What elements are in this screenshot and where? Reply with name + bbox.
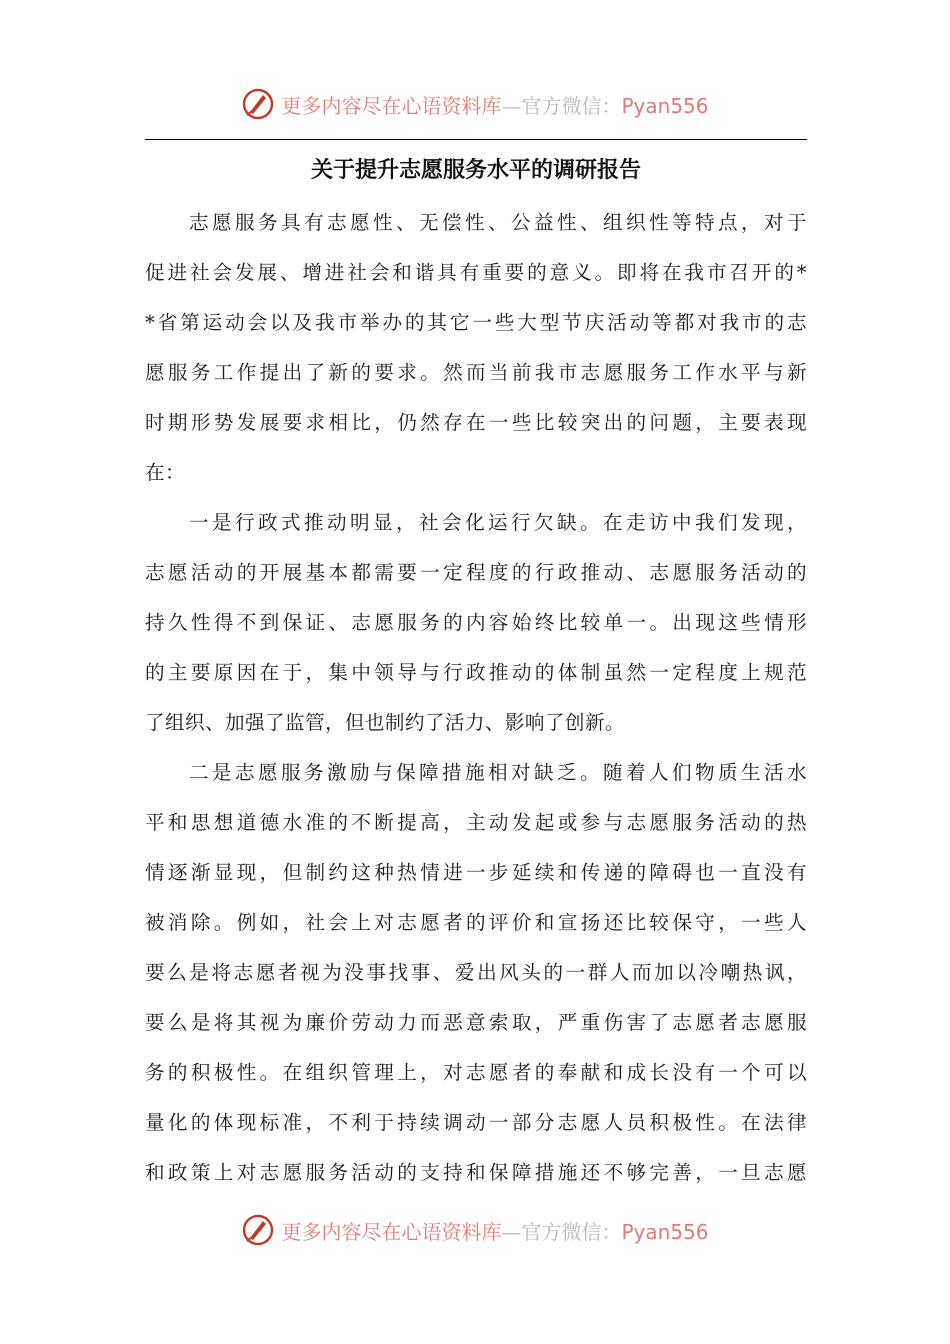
banner-text bbox=[281, 1216, 708, 1245]
banner-dash: — bbox=[501, 1219, 522, 1244]
text-line: 在： bbox=[145, 461, 185, 484]
text-line: 被消除。例如，社会上对志愿者的评价和宣扬还比较保守，一些人 bbox=[145, 911, 807, 934]
text-line: 和政策上对志愿服务活动的支持和保障措施还不够完善，一旦志愿 bbox=[145, 1161, 807, 1184]
document-title: 关于提升志愿服务水平的调研报告 bbox=[310, 158, 641, 183]
text-line: 时期形势发展要求相比，仍然存在一些比较突出的问题，主要表现 bbox=[145, 411, 807, 434]
text-line: 一是行政式推动明显，社会化运行欠缺。在走访中我们发现， bbox=[189, 511, 807, 534]
text-line: 情逐渐显现，但制约这种热情进一步延续和传递的障碍也一直没有 bbox=[145, 861, 807, 884]
banner-official-text: 官方微信： bbox=[521, 93, 622, 118]
header-watermark-banner bbox=[0, 82, 950, 126]
text-line: 愿服务工作提出了新的要求。然而当前我市志愿服务工作水平与新 bbox=[145, 361, 807, 384]
quill-logo-icon bbox=[241, 87, 275, 121]
text-line: 二是志愿服务激励与保障措施相对缺乏。随着人们物质生活水 bbox=[189, 761, 807, 784]
text-line: 志愿服务具有志愿性、无偿性、公益性、组织性等特点，对于 bbox=[189, 211, 807, 234]
banner-wechat-id: Pyan556 bbox=[621, 1219, 709, 1244]
footer-watermark-banner bbox=[0, 1208, 950, 1252]
text-line: 了组织、加强了监管，但也制约了活力、影响了创新。 bbox=[145, 711, 625, 734]
text-line: *省第运动会以及我市举办的其它一些大型节庆活动等都对我市的志 bbox=[145, 311, 807, 334]
text-line: 量化的体现标准，不利于持续调动一部分志愿人员积极性。在法律 bbox=[145, 1111, 807, 1134]
quill-logo-icon bbox=[241, 1213, 275, 1247]
banner-wechat-id: Pyan556 bbox=[621, 93, 709, 118]
banner-dash: — bbox=[501, 93, 522, 118]
text-line: 持久性得不到保证、志愿服务的内容始终比较单一。出现这些情形 bbox=[145, 611, 807, 634]
banner-site-text: 更多内容尽在心语资料库 bbox=[281, 93, 502, 118]
text-line: 志愿活动的开展基本都需要一定程度的行政推动、志愿服务活动的 bbox=[145, 561, 807, 584]
text-line: 要么是将其视为廉价劳动力而恶意索取，严重伤害了志愿者志愿服 bbox=[145, 1011, 807, 1034]
document-body bbox=[145, 198, 807, 1198]
banner-site-text: 更多内容尽在心语资料库 bbox=[281, 1219, 502, 1244]
text-line: 促进社会发展、增进社会和谐具有重要的意义。即将在我市召开的* bbox=[145, 261, 807, 284]
text-line: 务的积极性。在组织管理上，对志愿者的奉献和成长没有一个可以 bbox=[145, 1061, 807, 1084]
banner-text bbox=[281, 90, 708, 119]
banner-official-text: 官方微信： bbox=[521, 1219, 622, 1244]
text-line: 要么是将志愿者视为没事找事、爱出风头的一群人而加以冷嘲热讽， bbox=[145, 961, 807, 984]
text-line: 的主要原因在于，集中领导与行政推动的体制虽然一定程度上规范 bbox=[145, 661, 807, 684]
header-divider bbox=[145, 139, 807, 140]
text-line: 平和思想道德水准的不断提高，主动发起或参与志愿服务活动的热 bbox=[145, 811, 807, 834]
